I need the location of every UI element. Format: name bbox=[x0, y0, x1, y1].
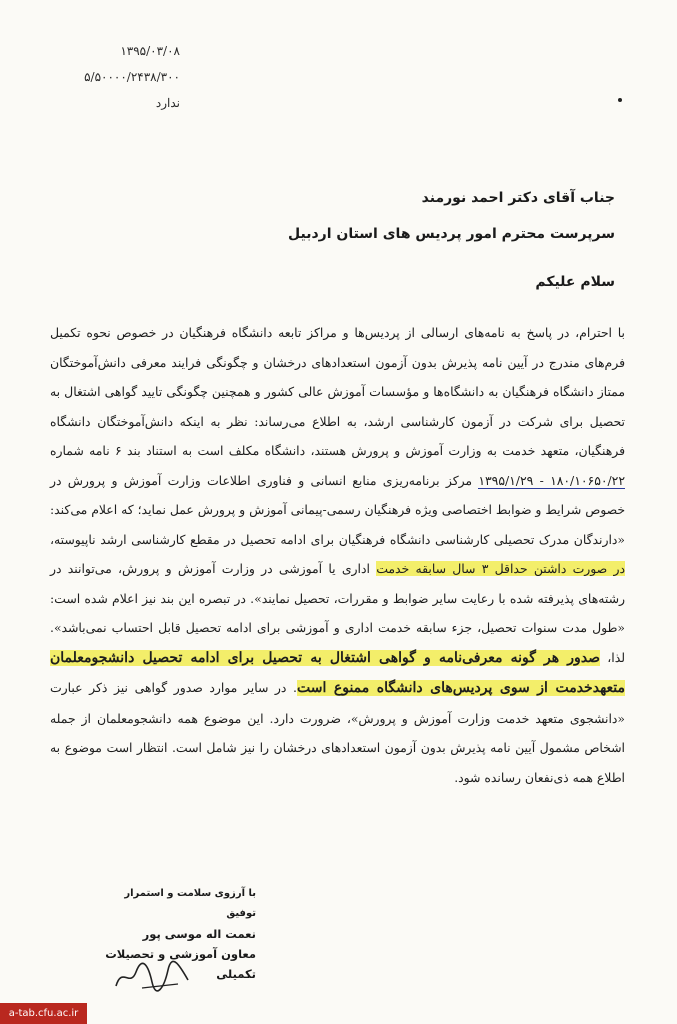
body-paragraph bbox=[50, 318, 625, 792]
watermark-badge: a-tab.cfu.ac.ir bbox=[0, 1003, 87, 1024]
letter-date: ۱۳۹۵/۰۳/۰۸ bbox=[120, 44, 180, 58]
body-text-4: . در سایر موارد صدور گواهی نیز ذکر عبارت «دانشجوی متعهد خدمت وزارت آموزش و پرورش»، ضرورت دارد. این موضوع همه دانشجومعلمان از جمله اشخاص مشمول آیین نامه پذیرش بدون آزمون استعدادهای درخشان را نیز شامل است. انتظار است موضوع به اطلاع همه ذی‌نفعان رسانده شود. bbox=[50, 680, 625, 785]
letter-number: ۵/۵۰۰۰۰/۲۴۳۸/۳۰۰ bbox=[84, 70, 180, 84]
body-text-1: با احترام، در پاسخ به نامه‌های ارسالی از پردیس‌ها و مراکز تابعه دانشگاه فرهنگیان در خصوص نحوه تکمیل فرم‌های مندرج در آیین نامه پذیرش بدون آزمون استعدادهای درخشان و چگونگی فرایند معرفی دانش‌آموختگان ممتاز دانشگاه فرهنگیان به دانشگاه‌ها و مؤسسات آموزش عالی کشور و همچنین چگونگی تایید گواهی اشتغال به تحصیل برای شرکت در آزمون کارشناسی ارشد، به اطلاع می‌رساند: نظر به اینکه دانش‌آموختگان دانشگاه فرهنگیان، متعهد خدمت به وزارت آموزش و پرورش هستند، دانشگاه مکلف است به استناد بند ۶ نامه شماره bbox=[50, 325, 625, 458]
ink-dot bbox=[618, 98, 622, 102]
greeting: سلام علیکم bbox=[535, 274, 615, 290]
body-text-2: مرکز برنامه‌ریزی منابع انسانی و فناوری اطلاعات وزارت آموزش و پرورش در خصوص شرایط و ضوابط اختصاصی ویژه فرهنگیان رسمی-پیمانی آموزش و پرورش عمل نماید؛ که اعلام می‌کند: «دارندگان مدرک تحصیلی کارشناسی دانشگاه فرهنگیان برای ادامه تحصیل در مقطع کارشناسی ارشد ناپیوسته، bbox=[50, 472, 625, 547]
letter-body bbox=[50, 318, 625, 792]
signer-name: نعمت اله موسی پور bbox=[142, 927, 256, 941]
addressee-title: سرپرست محترم امور پردیس های استان اردبیل bbox=[287, 226, 615, 242]
letter-attachment: ندارد bbox=[155, 96, 180, 110]
reference-number: ۱۸۰/۱۰۶۵۰/۲۲ - ۱۳۹۵/۱/۲۹ bbox=[478, 472, 625, 488]
addressee-name: جناب آقای دکتر احمد نورمند bbox=[421, 190, 615, 206]
signer-title: معاون آموزشی و تحصیلات تکمیلی bbox=[105, 947, 256, 981]
addressee-block bbox=[55, 180, 615, 252]
letter-meta bbox=[60, 38, 180, 116]
highlight-prohibition: صدور هر گونه معرفی‌نامه و گواهی اشتغال به تحصیل برای ادامه تحصیل دانشجومعلمان متعهدخدمت از سوی پردیس‌های دانشگاه ممنوع است bbox=[50, 649, 625, 696]
highlight-service-requirement: در صورت داشتن حداقل ۳ سال سابقه خدمت bbox=[376, 561, 625, 576]
handwritten-signature bbox=[112, 958, 192, 994]
body-text-3: اداری یا آموزشی در وزارت آموزش و پرورش، می‌توانند در رشته‌های پذیرفته شده با رعایت سایر ضوابط و مقررات، تحصیل نمایند». در تبصره این بند نیز اعلام شده است: «طول مدت سنوات تحصیل، جزء سابقه خدمت اداری و آموزشی برای ادامه تحصیل قابل احتساب نمی‌باشد». لذا، bbox=[50, 561, 625, 665]
signature-closing: با آرزوی سلامت و استمرار توفیق bbox=[124, 888, 256, 919]
